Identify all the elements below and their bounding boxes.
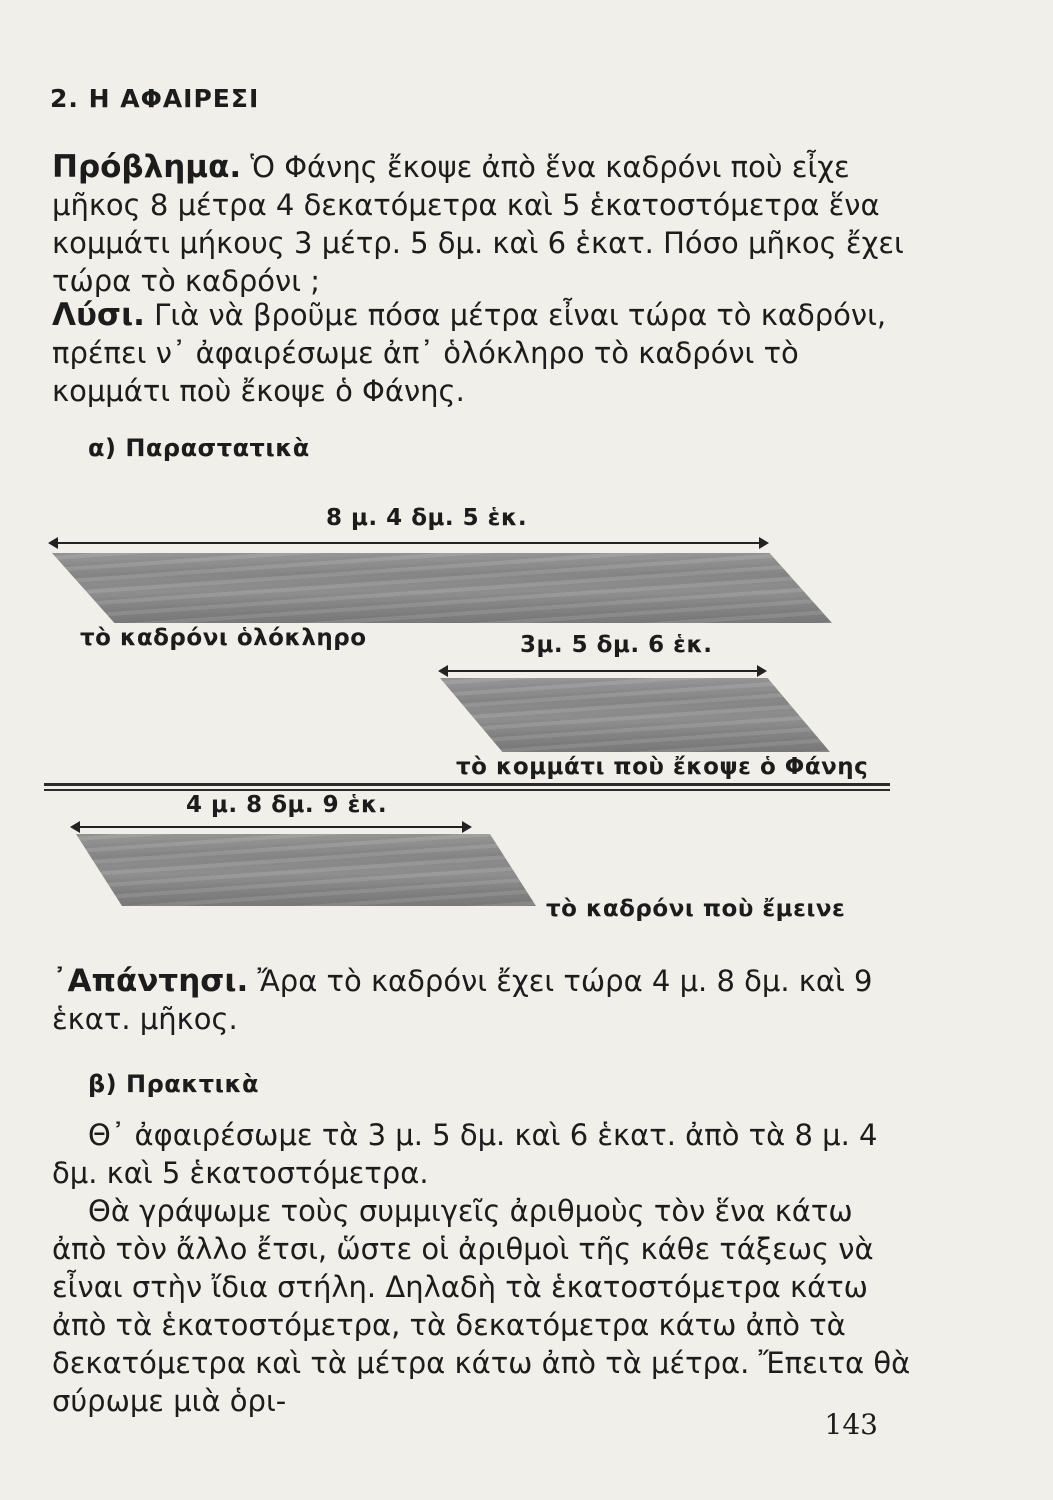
cut-length-arrow [440, 670, 765, 672]
subtraction-line-second [44, 789, 890, 791]
whole-length-label: 8 μ. 4 δμ. 5 ἑκ. [326, 505, 528, 531]
visual-heading: α) Παραστατικὰ [88, 434, 310, 462]
practical-paragraph-1: Θ᾽ ἀφαιρέσωμε τὰ 3 μ. 5 δμ. καὶ 6 ἑκατ. ἀπὸ τὰ 8 μ. 4 δμ. καὶ 5 ἑκατοστόμετρα. [52, 1118, 878, 1190]
whole-length-arrow [50, 542, 767, 544]
solution-lead: Λύσι. [52, 297, 145, 333]
page-number: 143 [824, 1408, 878, 1441]
cut-length-label: 3μ. 5 δμ. 6 ἑκ. [520, 632, 713, 658]
answer-text: Ἄρα τὸ καδρόνι ἔχει τώρα 4 μ. 8 δμ. καὶ 9 ἑκατ. μῆκος. [52, 964, 873, 1036]
problem-lead: Πρόβλημα. [52, 149, 242, 185]
cut-piece-label: τὸ κομμάτι ποὺ ἔκοψε ὁ Φάνης [456, 754, 869, 780]
answer-lead: ᾿Απάντησι. [52, 963, 249, 999]
cut-piece [440, 678, 830, 752]
solution-text: Γιὰ νὰ βροῦμε πόσα μέτρα εἶναι τώρα τὸ καδρόνι, πρέπει ν᾽ ἀφαιρέσωμε ἀπ᾽ ὁλόκληρο τὸ καδρόνι τὸ κομμάτι ποὺ ἔκοψε ὁ Φάνης. [52, 298, 887, 408]
remaining-length-label: 4 μ. 8 δμ. 9 ἑκ. [186, 792, 388, 818]
practical-heading: β) Πρακτικὰ [88, 1070, 260, 1098]
whole-plank [52, 553, 832, 623]
subtraction-line [44, 783, 890, 786]
section-title: 2. Η ΑΦΑΙΡΕΣΙ [50, 84, 260, 113]
practical-paragraph-2: Θὰ γράψωμε τοὺς συμμιγεῖς ἀριθμοὺς τὸν ἕνα κάτω ἀπὸ τὸν ἄλλο ἔτσι, ὥστε οἱ ἀριθμοὶ τῆς κάθε τάξεως νὰ εἶναι στὴν ἴδια στήλη. Δηλαδὴ τὰ ἑκατοστόμετρα κάτω ἀπὸ τὰ ἑκατοστόμετρα, τὰ δεκατόμετρα κάτω ἀπὸ τὰ δεκατόμετρα καὶ τὰ μέτρα κάτω ἀπὸ τὰ μέτρα. Ἔπειτα θὰ σύρωμε μιὰ ὁρι- [52, 1194, 911, 1418]
remaining-plank-label: τὸ καδρόνι ποὺ ἔμεινε [546, 896, 846, 922]
answer-paragraph [52, 962, 912, 1038]
remaining-plank [76, 834, 536, 906]
remaining-length-arrow [72, 826, 470, 828]
whole-plank-label: τὸ καδρόνι ὁλόκληρο [80, 625, 367, 651]
problem-text: Ὁ Φάνης ἔκοψε ἀπὸ ἕνα καδρόνι ποὺ εἶχε μῆκος 8 μέτρα 4 δεκατόμετρα καὶ 5 ἑκατοστόμετρα ἕνα κομμάτι μήκους 3 μέτρ. 5 δμ. καὶ 6 ἑκατ. Πόσο μῆκος ἔχει τώρα τὸ καδρόνι ; [52, 150, 904, 298]
